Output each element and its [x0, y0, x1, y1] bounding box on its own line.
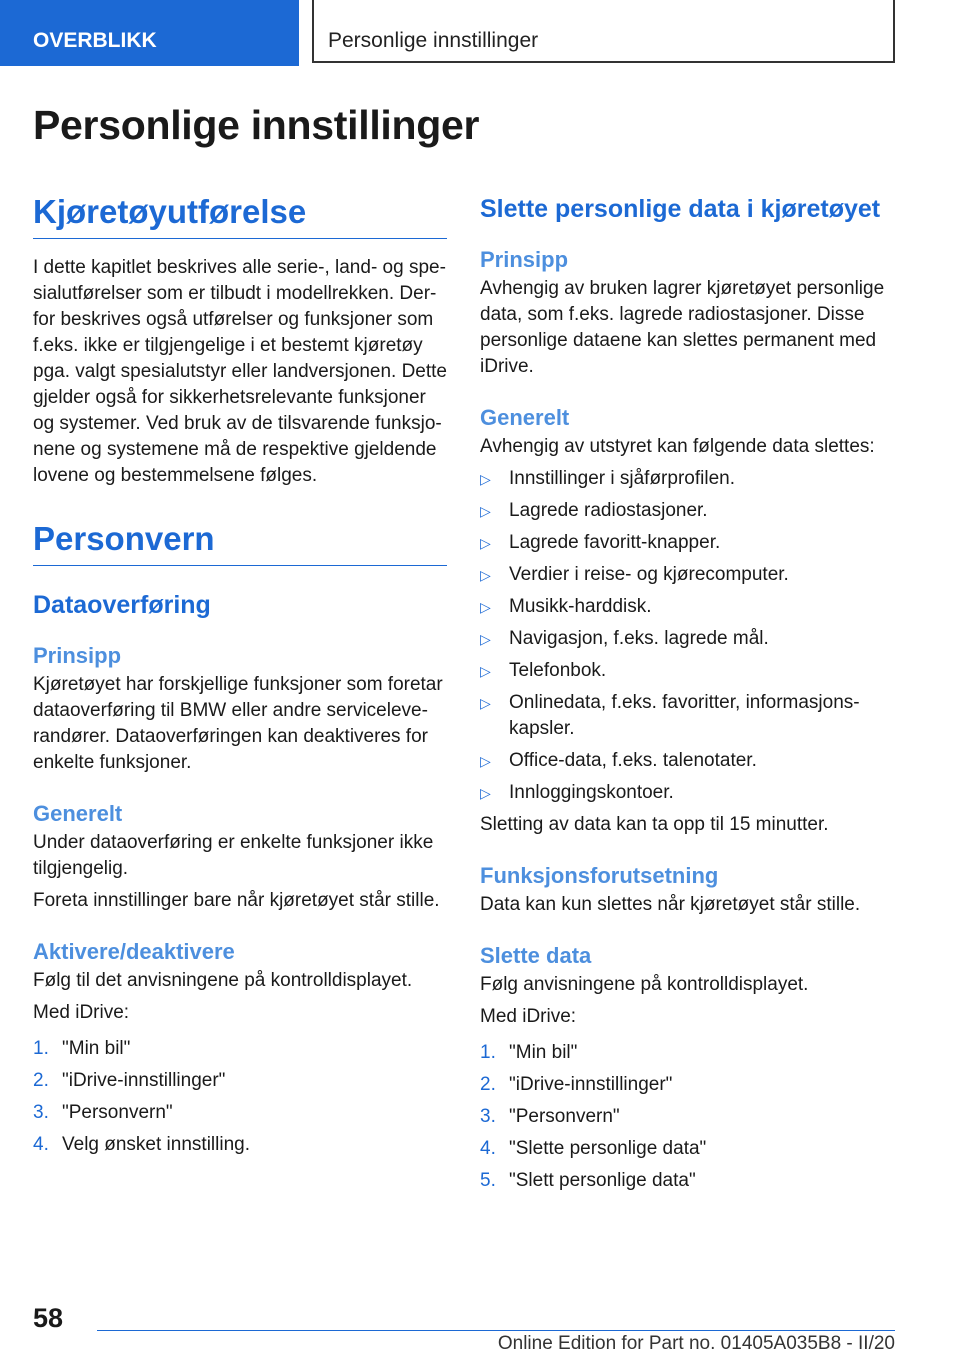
heading-aktivere: Aktivere/deaktivere [33, 939, 235, 964]
triangle-bullet-icon: ▷ [480, 599, 491, 615]
edition-text: Online Edition for Part no. 01405A035B8 - II/20 [497, 1333, 895, 1354]
triangle-bullet-icon: ▷ [480, 663, 491, 679]
heading-personvern: Personvern [33, 519, 447, 566]
list-item: ▷ Musikk-harddisk. [480, 594, 894, 620]
slette-body-2: Med iDrive: [480, 1006, 577, 1027]
generelt-body-right: Avhengig av utstyret kan følgende data slettes: [480, 436, 875, 457]
aktivere-steps [33, 1036, 447, 1158]
triangle-bullet-icon: ▷ [480, 535, 491, 551]
triangle-bullet-icon: ▷ [480, 753, 491, 769]
page-number: 58 [33, 1303, 64, 1333]
heading-funksjonsforutsetning: Funksjonsforutsetning [480, 863, 719, 888]
triangle-bullet-icon: ▷ [480, 503, 491, 519]
list-item: 5. "Slett personlige data" [480, 1170, 696, 1191]
slette-steps [480, 1040, 894, 1194]
heading-slette-data: Slette data [480, 943, 592, 968]
list-item: ▷ Onlinedata, f.eks. favoritter, informasjons-kapsler. [480, 692, 860, 739]
list-item: ▷ Telefonbok. [480, 658, 894, 684]
list-item: ▷ Verdier i reise- og kjørecomputer. [480, 562, 894, 588]
list-item: ▷ Innloggingskontoer. [480, 780, 894, 806]
left-column [33, 192, 447, 1158]
list-item: 4. "Slette personlige data" [480, 1138, 707, 1159]
triangle-bullet-icon: ▷ [480, 631, 491, 647]
kjoretoyutforelse-body: I dette kapitlet beskrives alle serie-, land- og spe-sialutførelser som er tilbudt i modellrekken. Der-for beskrives også utførelser og funksjoner som f.eks. ikke er tilgjengelige i et bestemt kjøretøy pga. valgt spesialutstyr eller landversjonen. Dette gjelder også for sikkerhetsrelevante funksjoner og systemer. Ved bruk av de tilsvarende funksjo-nene og systemene må de respektive gjeldende lovene og bestemmelsene følges. [33, 257, 448, 486]
prinsipp-body-left: Kjøretøyet har forskjellige funksjoner som foretar dataoverføring til BMW eller andre serviceleve-randører. Dataoverføringen kan deaktiveres for enkelte funksjoner. [33, 674, 443, 773]
list-item: ▷ Innstillinger i sjåførprofilen. [480, 466, 894, 492]
triangle-bullet-icon: ▷ [480, 471, 491, 487]
list-item: 2. "iDrive-innstillinger" [480, 1074, 673, 1095]
list-item: 4. Velg ønsket innstilling. [33, 1134, 250, 1155]
heading-dataoverforing: Dataoverføring [33, 591, 211, 619]
generelt-body-left-2: Foreta innstillinger bare når kjøretøyet står stille. [33, 890, 440, 911]
list-item: ▷ Office-data, f.eks. talenotater. [480, 748, 894, 774]
triangle-bullet-icon: ▷ [480, 567, 491, 583]
page-title: Personlige innstillinger [33, 102, 480, 148]
list-item: ▷ Lagrede radiostasjoner. [480, 498, 894, 524]
right-column [480, 192, 894, 1194]
sletting-note: Sletting av data kan ta opp til 15 minutter. [480, 814, 829, 835]
heading-kjoretoyutforelse: Kjøretøyutførelse [33, 192, 447, 239]
list-item: 3. "Personvern" [33, 1102, 173, 1123]
list-item: 1. "Min bil" [33, 1038, 131, 1059]
footer-divider [97, 1330, 895, 1331]
list-item: 1. "Min bil" [480, 1042, 578, 1063]
page-header [0, 0, 960, 66]
aktivere-body-1: Følg til det anvisningene på kontrolldisplayet. [33, 970, 413, 991]
section-title: Personlige innstillinger [312, 0, 895, 63]
heading-prinsipp-left: Prinsipp [33, 643, 122, 668]
generelt-body-left-1: Under dataoverføring er enkelte funksjoner ikke tilgjengelig. [33, 832, 434, 879]
heading-generelt-left: Generelt [33, 801, 123, 826]
chapter-tab[interactable]: OVERBLIKK [0, 0, 299, 66]
triangle-bullet-icon: ▷ [480, 695, 491, 711]
list-item: 3. "Personvern" [480, 1106, 620, 1127]
data-list [480, 466, 894, 806]
slette-body-1: Følg anvisningene på kontrolldisplayet. [480, 974, 809, 995]
prinsipp-body-right: Avhengig av bruken lagrer kjøretøyet personlige data, som f.eks. lagrede radiostasjoner. Disse personlige dataene kan slettes permanent med iDrive. [480, 278, 885, 377]
triangle-bullet-icon: ▷ [480, 785, 491, 801]
list-item: ▷ Lagrede favoritt-knapper. [480, 530, 894, 556]
list-item: 2. "iDrive-innstillinger" [33, 1070, 226, 1091]
heading-slette-personlige-data: Slette personlige data i kjøretøyet [480, 195, 881, 223]
aktivere-body-2: Med iDrive: [33, 1002, 130, 1023]
heading-prinsipp-right: Prinsipp [480, 247, 569, 272]
list-item: ▷ Navigasjon, f.eks. lagrede mål. [480, 626, 894, 652]
funksjon-body: Data kan kun slettes når kjøretøyet står stille. [480, 894, 861, 915]
heading-generelt-right: Generelt [480, 405, 570, 430]
